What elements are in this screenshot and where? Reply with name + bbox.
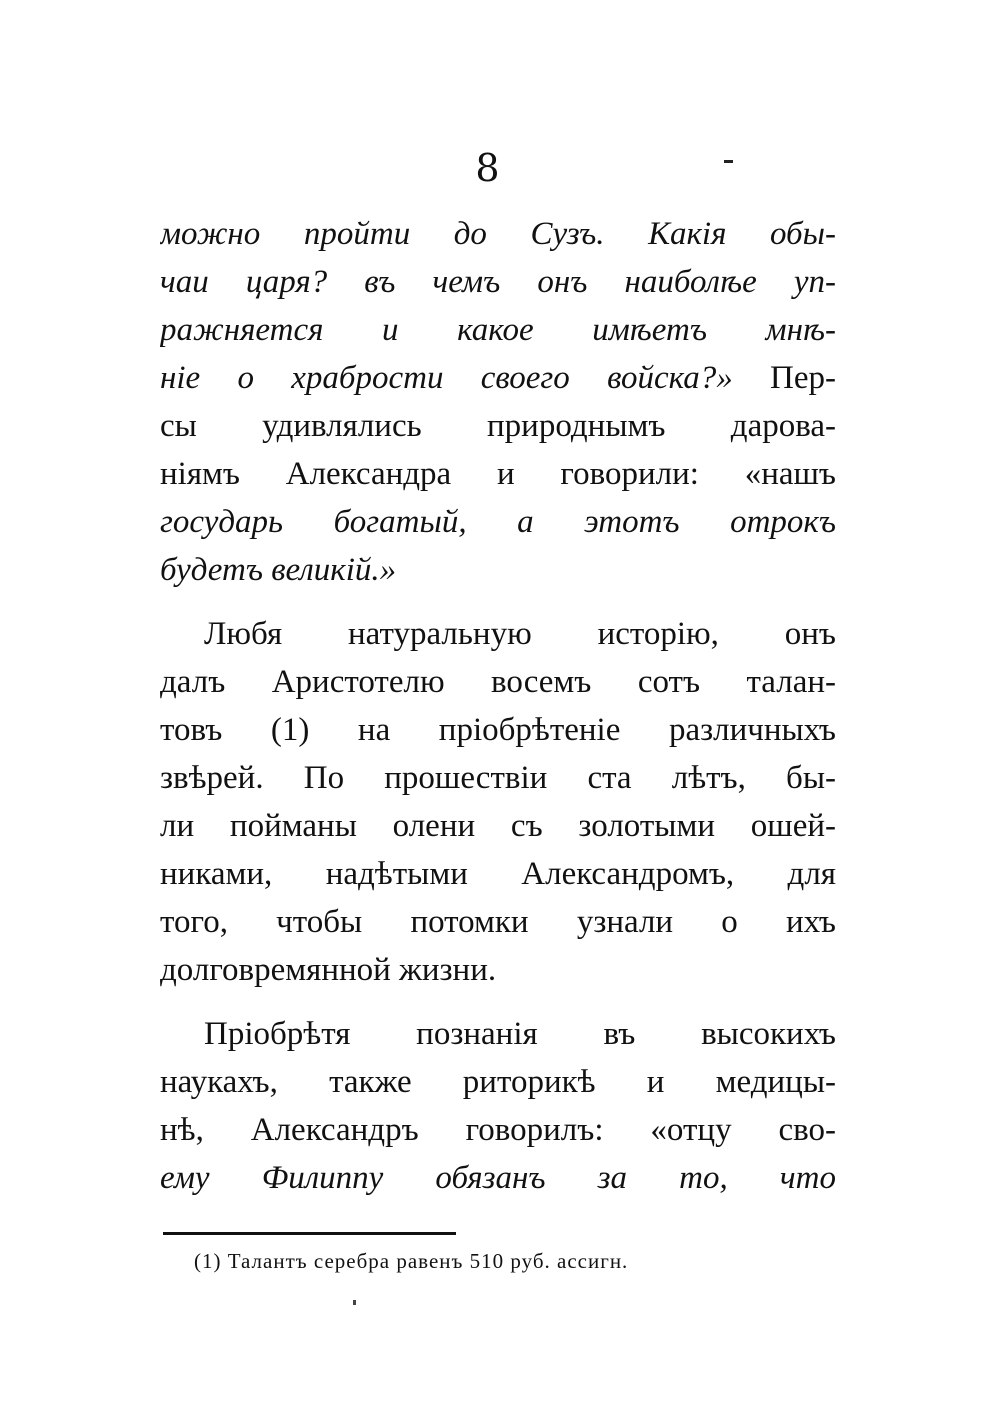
text-line: наукахъ, также риторикѣ и медицы- xyxy=(160,1064,836,1100)
text-line: ли пойманы олени съ золотыми ошей- xyxy=(160,808,836,844)
text-line: того, чтобы потомки узнали о ихъ xyxy=(160,904,836,940)
printing-mark xyxy=(353,1300,356,1305)
text-line: сы удивлялись природнымъ дарова- xyxy=(160,408,836,444)
text-line: далъ Аристотелю восемъ сотъ талан- xyxy=(160,664,836,700)
text-line: Пріобрѣтя познанія въ высокихъ xyxy=(204,1016,836,1052)
text-line: ему Филиппу обязанъ за то, что xyxy=(160,1160,836,1196)
text-line: Любя натуральную исторію, онъ xyxy=(204,616,836,652)
footnote-divider xyxy=(163,1232,456,1235)
text-line: долговремянной жизни. xyxy=(160,952,497,988)
page-number: 8 xyxy=(475,146,500,190)
text-line: нѣ, Александръ говорилъ: «отцу сво- xyxy=(160,1112,836,1148)
text-line: ніямъ Александра и говорили: «нашъ xyxy=(160,456,836,492)
text-line: будетъ великій.» xyxy=(160,552,397,588)
text-line: ражняется и какое имѣетъ мнѣ- xyxy=(160,312,836,348)
text-line: можно пройти до Сузъ. Какія обы- xyxy=(160,216,836,252)
text-line: чаи царя? въ чемъ онъ наиболѣе уп- xyxy=(160,264,836,300)
paragraph-1 xyxy=(160,210,836,594)
text-line: государь богатый, а этотъ отрокъ xyxy=(160,504,836,540)
text-line: товъ (1) на пріобрѣтеніе различныхъ xyxy=(160,712,836,748)
paragraph-3 xyxy=(160,1010,836,1202)
text-line: ніе о храбрости своего войска?» Пер- xyxy=(160,360,836,396)
text-line: никами, надѣтыми Александромъ, для xyxy=(160,856,836,892)
text-line: звѣрей. По прошествіи ста лѣтъ, бы- xyxy=(160,760,836,796)
footnote: (1) Талантъ серебра равенъ 510 руб. ассигн. xyxy=(194,1249,629,1273)
text-line-italic-part: ніе о храбрости своего войска?» xyxy=(160,360,733,396)
paragraph-2 xyxy=(160,610,836,994)
printing-mark xyxy=(724,160,733,163)
